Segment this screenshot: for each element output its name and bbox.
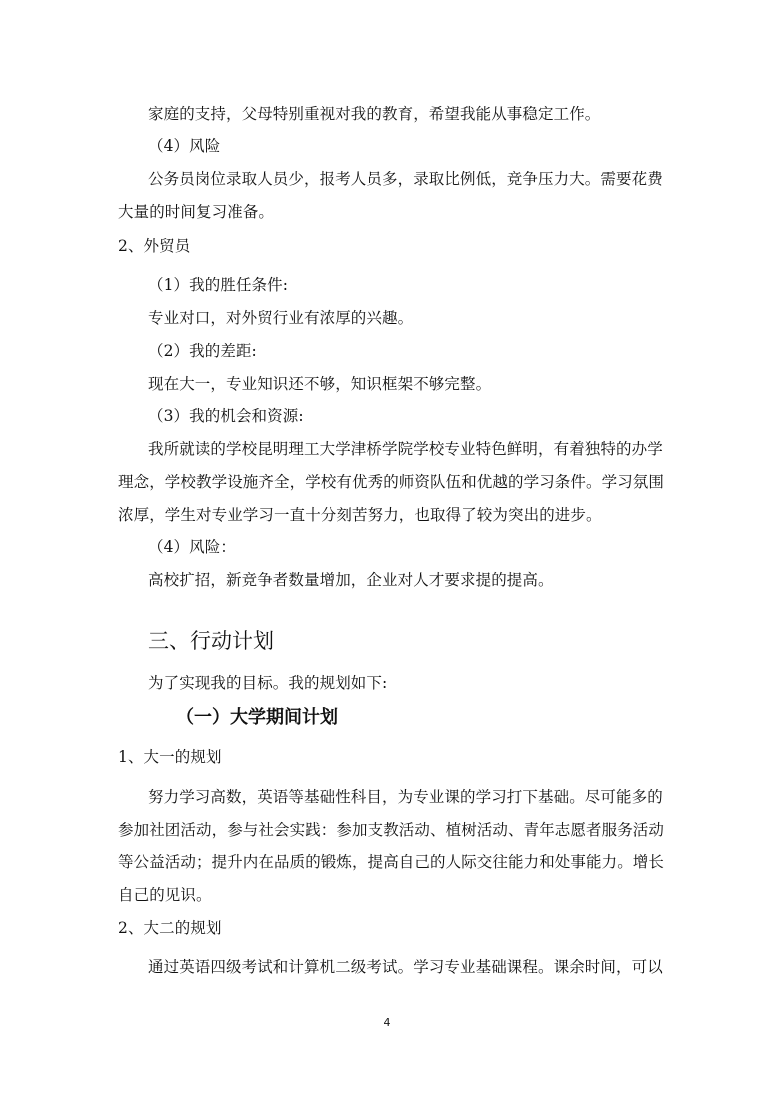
paragraph-line: 现在大一，专业知识还不够，知识框架不够完整。 [148, 375, 492, 393]
paragraph-line: 自己的见识。 [118, 886, 212, 904]
paragraph-line: 高校扩招，新竞争者数量增加，企业对人才要求提的提高。 [148, 571, 554, 589]
paragraph-line: 参加社团活动，参与社会实践：参加支教活动、植树活动、青年志愿者服务活动 [118, 821, 665, 839]
page-number: 4 [383, 1016, 391, 1029]
paragraph-line: 家庭的支持，父母特别重视对我的教育，希望我能从事稳定工作。 [148, 105, 601, 123]
section-title: 三、行动计划 [148, 629, 274, 653]
paragraph-line: 通过英语四级考试和计算机二级考试。学习专业基础课程。课余时间，可以 [148, 958, 663, 976]
section-intro: 为了实现我的目标。我的规划如下: [148, 674, 388, 692]
paragraph-line: 理念，学校教学设施齐全，学校有优秀的师资队伍和优越的学习条件。学习氛围 [118, 473, 665, 491]
item-heading: （4）风险： [148, 538, 236, 556]
item-heading: （1）我的胜任条件: [148, 276, 289, 294]
paragraph-line: 努力学习高数，英语等基础性科目，为专业课的学习打下基础。尽可能多的 [148, 788, 663, 806]
paragraph-line: 我所就读的学校昆明理工大学津桥学院学校专业特色鲜明，有着独特的办学 [148, 440, 663, 458]
item-heading: （2）我的差距: [148, 342, 257, 360]
paragraph-line: 大量的时间复习准备。 [118, 203, 275, 221]
item-heading: 1、大一的规划 [118, 748, 222, 766]
item-heading: 2、外贸员 [118, 237, 191, 255]
item-heading: 2、大二的规划 [118, 919, 222, 937]
paragraph-line: 浓厚，学生对专业学习一直十分刻苦努力，也取得了较为突出的进步。 [118, 506, 602, 524]
paragraph-line: 等公益活动；提升内在品质的锻炼，提高自己的人际交往能力和处事能力。增长 [118, 853, 665, 871]
paragraph-line: 公务员岗位录取人员少，报考人员多，录取比例低，竞争压力大。需要花费 [148, 170, 663, 188]
subsection-title: （一）大学期间计划 [176, 707, 338, 728]
item-heading: （3）我的机会和资源: [148, 407, 304, 425]
paragraph-line: 专业对口，对外贸行业有浓厚的兴趣。 [148, 309, 414, 327]
item-heading: （4）风险 [148, 137, 221, 155]
